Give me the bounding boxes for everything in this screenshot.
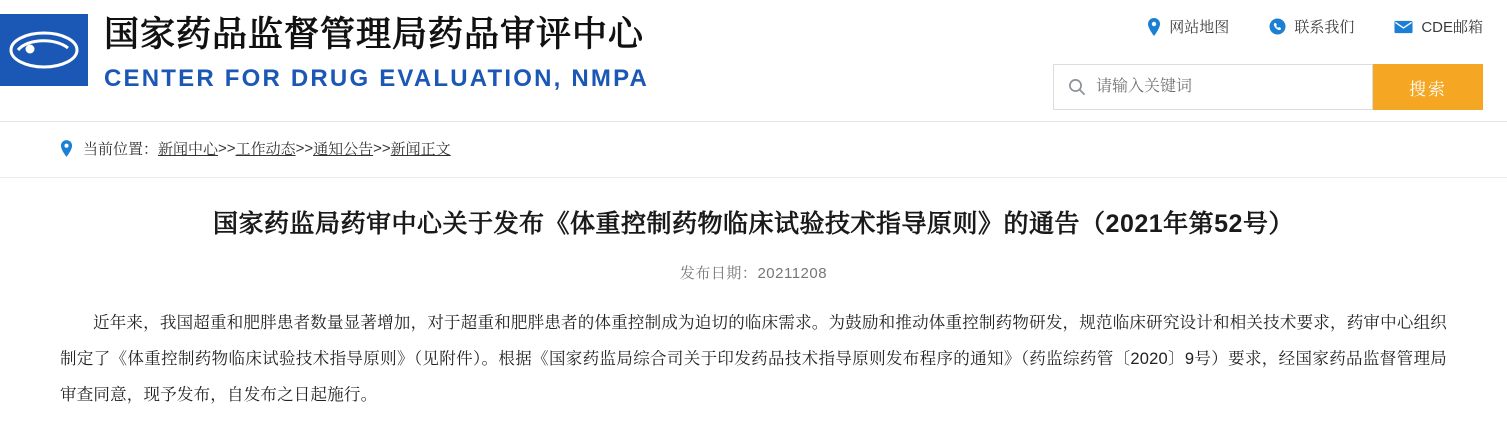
- phone-icon: [1269, 18, 1286, 35]
- publish-date: [60, 262, 1447, 283]
- header-link-sitemap-label: 网站地图: [1169, 19, 1230, 36]
- breadcrumb-item-news-center[interactable]: 新闻中心: [158, 141, 219, 158]
- header-link-contact-label: 联系我们: [1294, 19, 1355, 36]
- article-body: [60, 305, 1447, 413]
- location-pin-icon: [60, 140, 73, 157]
- search-icon: [1068, 78, 1086, 96]
- mail-icon: [1394, 20, 1413, 34]
- breadcrumb-separator: >>: [373, 140, 391, 157]
- cde-emblem-icon[interactable]: [0, 14, 88, 86]
- site-header: [0, 0, 1507, 122]
- header-link-sitemap[interactable]: [1147, 16, 1229, 37]
- breadcrumb-item-announcements[interactable]: 通知公告: [313, 141, 374, 158]
- header-top-links: [1147, 16, 1483, 37]
- breadcrumb-separator: >>: [218, 140, 236, 157]
- site-title-block: [104, 12, 649, 94]
- page-title: 国家药监局药审中心关于发布《体重控制药物临床试验技术指导原则》的通告（2021年第52号）: [213, 210, 1294, 238]
- publish-date-label: 发布日期：: [679, 265, 758, 282]
- article: [0, 206, 1507, 413]
- article-paragraph: 近年来，我国超重和肥胖患者数量显著增加，对于超重和肥胖患者的体重控制成为迫切的临床需求。为鼓励和推动体重控制药物研发，规范临床研究设计和相关技术要求，药审中心组织制定了《体重控制药物临床试验技术指导原则》（见附件）。根据《国家药监局综合司关于印发药品技术指导原则发布程序的通知》（药监综药管〔2020〕9号）要求，经国家药品监督管理局审查同意，现予发布，自发布之日起施行。: [60, 314, 1447, 404]
- site-title-cn: 国家药品监督管理局药品审评中心: [104, 15, 645, 54]
- search-button[interactable]: 搜索: [1373, 64, 1483, 110]
- header-link-mail-label: CDE邮箱: [1421, 19, 1483, 36]
- site-title-en: CENTER FOR DRUG EVALUATION, NMPA: [104, 65, 650, 92]
- breadcrumb-bar: [0, 122, 1507, 178]
- location-pin-icon: [1147, 18, 1161, 36]
- header-link-mail[interactable]: [1394, 16, 1483, 37]
- breadcrumb-separator: >>: [295, 140, 314, 157]
- breadcrumb-item-article[interactable]: 新闻正文: [390, 141, 451, 158]
- breadcrumb-item-work-updates[interactable]: 工作动态: [235, 141, 296, 158]
- breadcrumb: [60, 138, 451, 159]
- publish-date-value: 20211208: [757, 265, 828, 282]
- breadcrumb-prefix: 当前位置：: [83, 141, 159, 158]
- search-box[interactable]: [1053, 64, 1373, 110]
- header-link-contact[interactable]: [1269, 16, 1354, 37]
- header-search: [1053, 64, 1483, 110]
- search-input[interactable]: [1096, 66, 1346, 108]
